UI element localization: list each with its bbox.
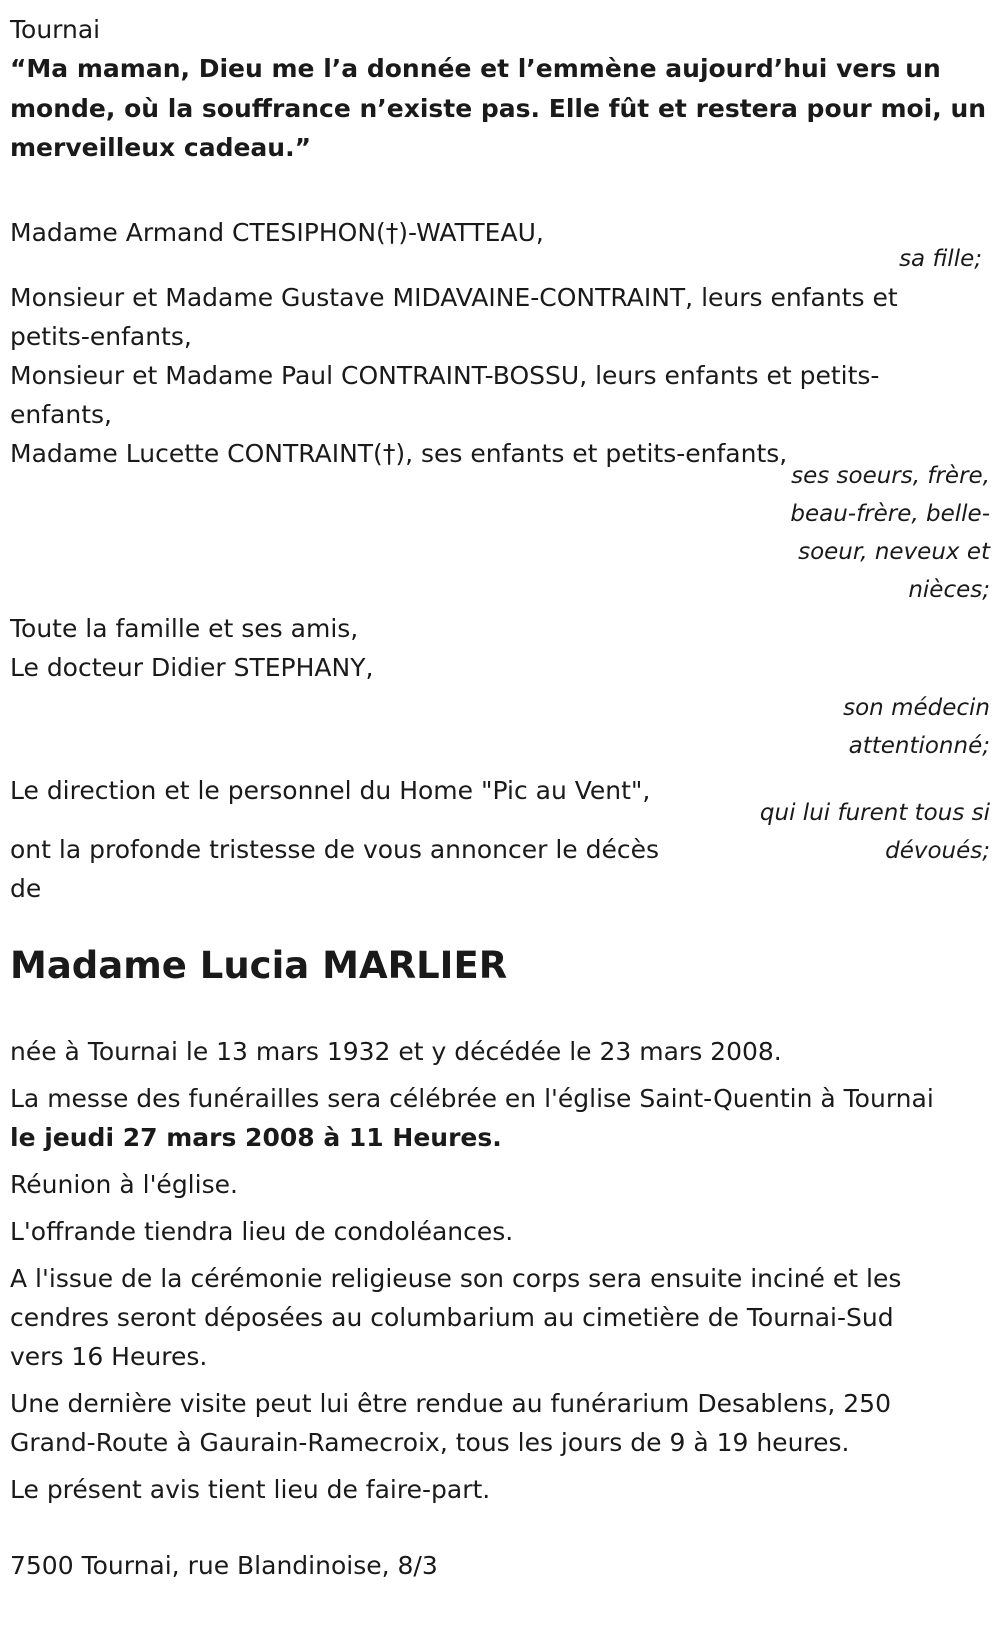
announce-row	[10, 794, 990, 908]
quote-line: “Ma maman, Dieu me l’a donnée et l’emmène aujourd’hui vers un	[10, 54, 941, 83]
home-staff-role-line: qui lui furent tous si	[759, 799, 990, 826]
cremation-line: cendres seront déposées au columbarium au cimetière de Tournai-Sud	[10, 1302, 894, 1332]
home-staff-line: Le direction et le personnel du Home "Pic au Vent",	[10, 775, 651, 805]
doctor-role-line: attentionné;	[848, 732, 990, 759]
meeting-line: Réunion à l'église.	[10, 1169, 238, 1199]
doctor-role-line: son médecin	[843, 694, 990, 721]
offering-line: L'offrande tiendra lieu de condoléances.	[10, 1216, 514, 1246]
siblings-role	[10, 457, 990, 609]
sibling-line: enfants,	[10, 399, 112, 429]
cremation-line: vers 16 Heures.	[10, 1341, 208, 1371]
cremation-line: A l'issue de la cérémonie religieuse son corps sera ensuite inciné et les	[10, 1263, 902, 1293]
doctor-role	[10, 689, 990, 765]
deceased-name: Madame Lucia MARLIER	[10, 943, 508, 987]
notice-line: Le présent avis tient lieu de faire-part.	[10, 1474, 491, 1504]
home-staff-role-line: dévoués;	[885, 837, 990, 864]
announce-line: de	[10, 873, 42, 903]
visit-line: Grand-Route à Gaurain-Ramecroix, tous les jours de 9 à 19 heures.	[10, 1427, 850, 1457]
sibling-line: Monsieur et Madame Gustave MIDAVAINE-CONTRAINT, leurs enfants et	[10, 282, 898, 312]
quote-line: monde, où la souffrance n’existe pas. Elle fût et restera pour moi, un	[10, 93, 987, 123]
daughter-name: Madame Armand CTESIPHON(†)-WATTEAU,	[10, 217, 544, 247]
epitaph-quote	[10, 49, 990, 168]
visit-line: Une dernière visite peut lui être rendue au funérarium Desablens, 250	[10, 1388, 891, 1418]
mass-date: le jeudi 27 mars 2008 à 11 Heures.	[10, 1122, 502, 1152]
mass-line: La messe des funérailles sera célébrée en l'église Saint-Quentin à Tournai	[10, 1083, 934, 1113]
siblings-role-line: nièces;	[908, 576, 990, 603]
siblings-role-line: soeur, neveux et	[798, 538, 990, 565]
address-line: 7500 Tournai, rue Blandinoise, 8/3	[10, 1550, 438, 1580]
siblings-block	[10, 278, 990, 473]
birth-death-line: née à Tournai le 13 mars 1932 et y décédée le 23 mars 2008.	[10, 1036, 782, 1066]
home-staff-role	[760, 794, 990, 870]
sibling-line: Madame Lucette CONTRAINT(†), ses enfants et petits-enfants,	[10, 438, 788, 468]
sibling-line: Monsieur et Madame Paul CONTRAINT-BOSSU, leurs enfants et petits-	[10, 360, 880, 390]
siblings-role-line: beau-frère, belle-	[790, 500, 990, 527]
quote-line: merveilleux cadeau.”	[10, 133, 312, 162]
location-heading: Tournai	[10, 15, 101, 44]
announce-line: ont la profonde tristesse de vous annoncer le décès	[10, 834, 660, 864]
daughter-role: sa fille;	[899, 245, 982, 272]
doctor-name: Le docteur Didier STEPHANY,	[10, 652, 374, 682]
siblings-role-line: ses soeurs, frère,	[791, 462, 990, 489]
sibling-line: petits-enfants,	[10, 321, 192, 351]
friends-line: Toute la famille et ses amis,	[10, 613, 359, 643]
